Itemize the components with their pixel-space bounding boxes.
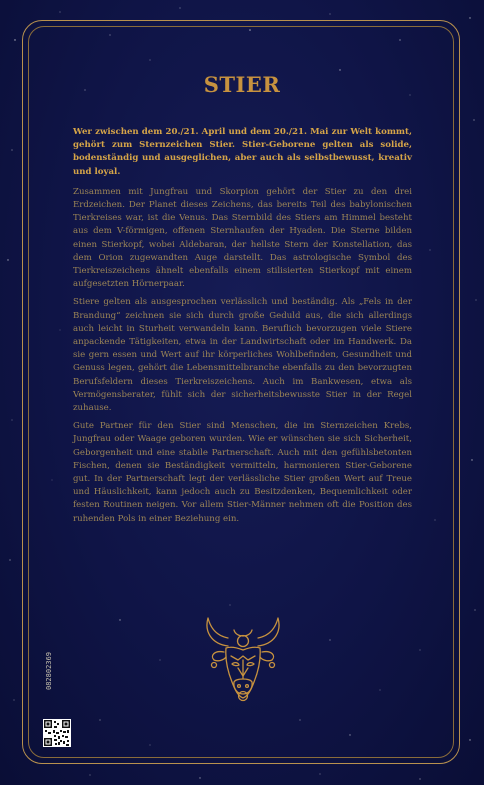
code-number: 082802369	[45, 652, 53, 690]
body-paragraph: Gute Partner für den Stier sind Menschen, die im Sternzeichen Krebs, Jungfrau oder Waage geboren wurden. Wie er wünschen sie sich Sicherheit, Geborgenheit und eine stabile Partnerschaft. Auch mit den gefühlsbetonten Fischen, denen sie Beständigkeit vermitteln, harmonieren Stier-Geborene gut. In der Partnerschaft legt der verlässliche Stier großen Wert auf Treue und Häuslichkeit, kann jedoch auch zu Besitzdenken, Bequemlichkeit oder festen Routinen neigen. Vor allem Stier-Männer nehmen oft die Position des ruhenden Pols in einer Beziehung ein.	[73, 421, 412, 524]
qr-code-icon	[43, 719, 71, 747]
page-title: STIER	[203, 72, 281, 97]
intro-paragraph: Wer zwischen dem 20./21. April und dem 20./21. Mai zur Welt kommt, gehört zum Sternzeichen Stier. Stier-Geborene gelten als solide, bodenständig und ausgeglichen, aber auch als selbstbewusst, kreativ und loyal.	[73, 127, 412, 177]
body-paragraph: Stiere gelten als ausgesprochen verlässlich und beständig. Als „Fels in der Brandung“ zeichnen sie sich durch große Geduld aus, die sich allerdings auch leicht in Sturheit verwandeln kann. Beruflich bevorzugen viele Stiere anpackende Tätigkeiten, etwa in der Landwirtschaft oder im Handwerk. Da sie gern essen und Wert auf ihr körperliches Wohlbefinden, Gesundheit und Genuss legen, gehört die Lebensmittelbranche ebenfalls zu den bevorzugten Berufsfeldern dieses Tierkreiszeichens. Auch im Bankwesen, etwa als Vermögensberater, fühlt sich der sicherheitsbewusste Stier in der Regel zuhause.	[73, 297, 412, 414]
text-body	[73, 126, 412, 531]
taurus-bull-head-icon	[198, 616, 288, 711]
body-paragraph: Zusammen mit Jungfrau und Skorpion gehört der Stier zu den drei Erdzeichen. Der Planet dieses Zeichens, das bereits Teil des babylonischen Tierkreises war, ist die Venus. Das Sternbild des Stiers am Himmel besteht aus dem V-förmigen, offenen Sternhaufen der Hyaden. Die Sterne bilden einen Stierkopf, wobei Aldebaran, der hellste Stern der Konstellation, das dem Orion zugewandten Auge darstellt. Das astrologische Symbol des Tierkreiszeichens ähnelt ebenfalls einem stilisierten Stierkopf mit einem aufgesetzten Hörnerpaar.	[73, 186, 412, 290]
